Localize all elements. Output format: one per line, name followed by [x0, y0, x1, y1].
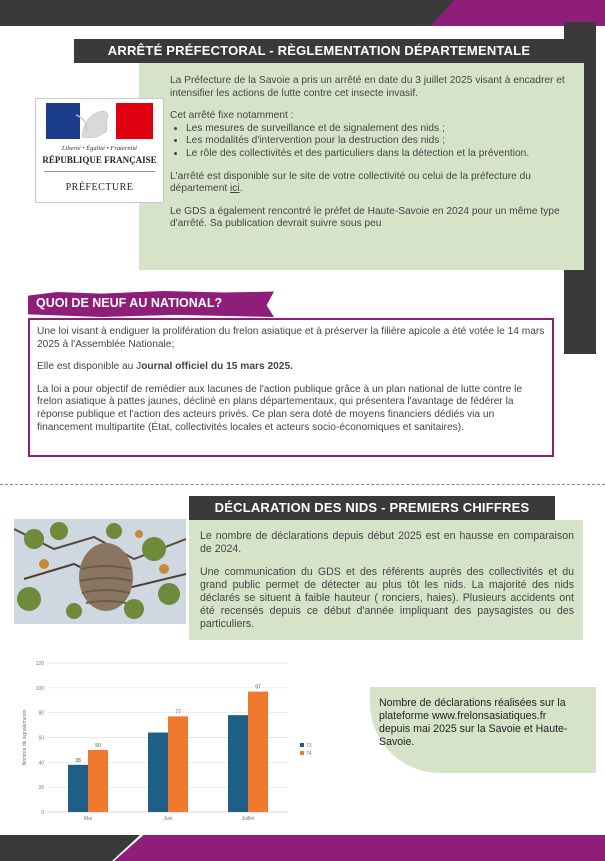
legend-swatch-73 [300, 743, 304, 747]
chart-caption: Nombre de déclarations réalisées sur la plateforme www.frelonsasiatiques.fr depuis mai 2025 sur la Savoie et Haute-Savoie. [379, 697, 568, 748]
prefecture-availability [170, 171, 572, 196]
republic-motto: Liberté • Égalité • Fraternité [61, 145, 138, 152]
top-dark-banner [0, 0, 460, 26]
national-objective: La loi a pour objectif de remédier aux lacunes de l'action publique grâce à un plan national de lutte contre le frelon asiatique à pattes jaunes, décliné en plans départementaux, qui présentera l'avantage de fédérer la réponse publique et l'action des acteurs privés. Ce plan sera doté de moyens financiers dédiés via un financement multipartite (État, collectivités locales et acteurs socio-économiques et sanitaires). [37, 383, 523, 433]
y-tick-label: 60 [38, 735, 44, 742]
nests-text [200, 530, 574, 641]
republic-name: RÉPUBLIQUE FRANÇAISE [42, 155, 157, 165]
journal-text: Elle est disponible au J [37, 361, 142, 373]
data-label: 97 [255, 684, 261, 691]
bar-mai-74 [88, 750, 108, 812]
prefecture-label: PRÉFECTURE [65, 182, 134, 193]
bar-mai-73 [68, 765, 88, 812]
bottom-purple-banner [114, 835, 605, 861]
list-item: • Les modalités d'intervention pour la destruction des nids ; [186, 135, 572, 148]
legend-label: 74 [306, 751, 312, 757]
x-tick-label: Mai [83, 816, 93, 822]
bar-juillet-73 [228, 715, 248, 812]
legend-label: 73 [306, 743, 312, 749]
y-tick-label: 20 [38, 785, 44, 792]
marianne-flag-icon [36, 103, 163, 145]
prefecture-section-title: ARRÊTÉ PRÉFECTORAL - RÈGLEMENTATION DÉPARTEMENTALE [74, 39, 564, 63]
prefecture-list-intro: Cet arrêté fixe notamment : [170, 110, 294, 122]
national-box [28, 318, 554, 457]
hornet-nest-icon [14, 519, 186, 624]
nests-section-title: DÉCLARATION DES NIDS - PREMIERS CHIFFRES [189, 496, 555, 520]
prefecture-intro: La Préfecture de la Savoie a pris un arrêté en date du 3 juillet 2025 visant à encadrer et intensifier les actions de lutte contre cet insecte invasif. [170, 75, 565, 99]
national-journal [37, 361, 545, 374]
y-tick-label: 40 [38, 760, 44, 767]
y-axis-label: Nombre de signalements [22, 709, 28, 766]
availability-text: L'arrêté est disponible sur le site de votre collectivité ou celui de la préfecture du département [170, 170, 531, 195]
bar-juin-73 [148, 733, 168, 812]
availability-end: . [239, 183, 243, 195]
y-tick-label: 100 [35, 685, 44, 692]
y-tick-label: 0 [41, 810, 44, 816]
x-tick-label: Juillet [241, 816, 255, 822]
list-item: • Les mesures de surveillance et de signalement des nids ; [186, 123, 572, 136]
nests-communication: Une communication du GDS et des référents auprès des collectivités et du grand public permet de détecter au plus tôt les nids. La majorité des nids déclarés se situent à faible hauteur ( ronciers, haies). Plusieurs accidents ont été recensés depuis ce début d'année impliquant des paysagistes ou des particuliers. [200, 566, 574, 630]
y-tick-label: 80 [38, 710, 44, 717]
hornet-nest-photo [14, 519, 186, 624]
national-section-title: QUOI DE NEUF AU NATIONAL? [36, 296, 223, 310]
journal-bold: ournal officiel du 15 mars 2025. [141, 361, 293, 373]
bar-juin-74 [168, 716, 188, 812]
legend-swatch-74 [300, 751, 304, 755]
data-label: 77 [175, 709, 181, 716]
prefecture-bullets [170, 123, 572, 161]
prefecture-text [170, 75, 572, 241]
y-tick-label: 120 [35, 661, 44, 667]
section-separator [0, 484, 605, 485]
data-label: 38 [75, 757, 81, 764]
haute-savoie-note: Le GDS a également rencontré le préfet de Haute-Savoie en 2024 pour un même type d'arrêté. Sa publication devrait suivre sous peu [170, 205, 560, 230]
x-tick-label: Juin [163, 816, 173, 822]
list-item: • Le rôle des collectivités et des particuliers dans la détection et la prévention. [186, 148, 572, 161]
data-label: 50 [95, 742, 101, 749]
nests-increase: Le nombre de déclarations depuis début 2025 est en hausse en comparaison de 2024. [200, 530, 574, 555]
bar-juillet-74 [248, 692, 268, 812]
declarations-chart [18, 655, 318, 823]
logo-divider [44, 171, 155, 172]
national-law: Une loi visant à endiguer la prolifération du frelon asiatique et à préserver la filière apicole a été votée le 14 mars 2025 à l'Assemblée Nationale; [37, 326, 545, 350]
prefecture-logo [35, 98, 164, 203]
prefecture-link[interactable]: ici [230, 183, 240, 195]
